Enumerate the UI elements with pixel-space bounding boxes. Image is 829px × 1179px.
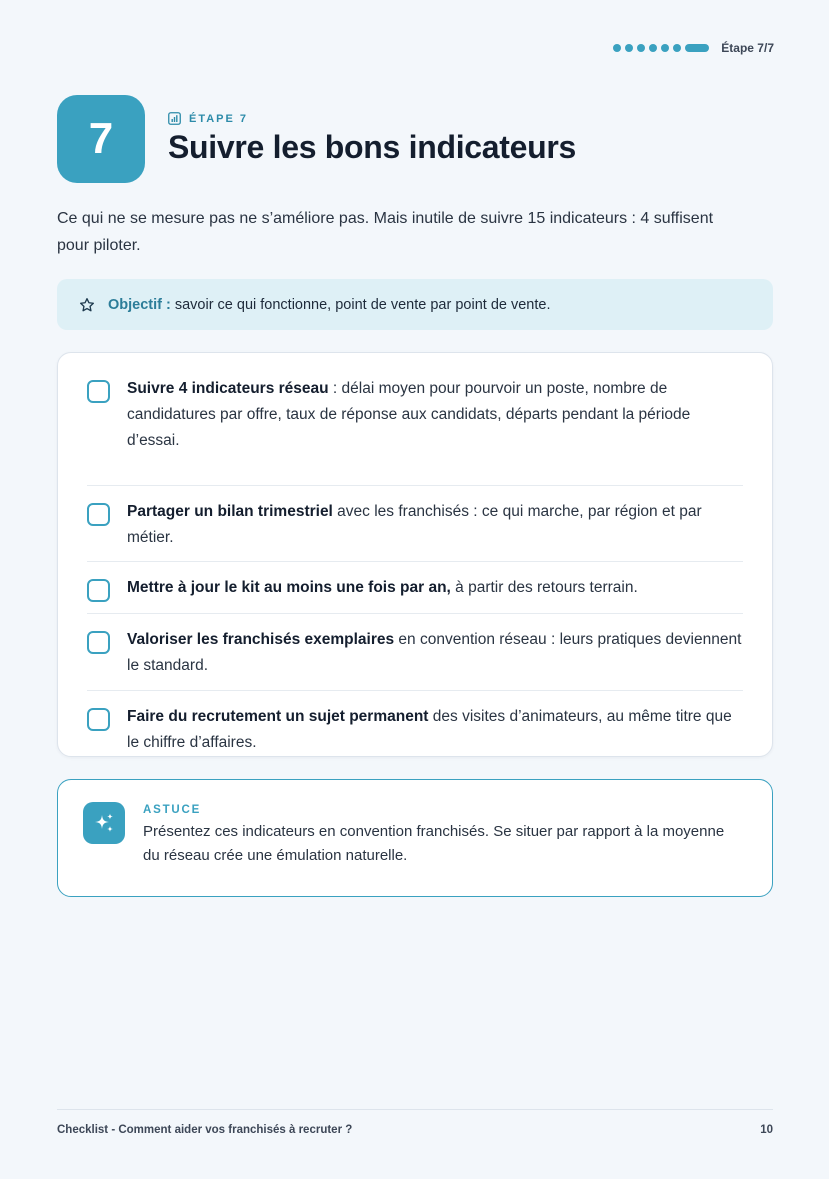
checklist-item-text [127, 376, 743, 454]
checklist-item-text [127, 499, 743, 551]
checklist-item [87, 691, 743, 767]
progress-dot [673, 44, 681, 52]
intro-paragraph: Ce qui ne se mesure pas ne s’améliore pas. Mais inutile de suivre 15 indicateurs : 4 suffisent pour piloter. [57, 210, 714, 254]
progress-dot [637, 44, 645, 52]
progress-dot [649, 44, 657, 52]
checkbox[interactable] [87, 380, 110, 403]
page-title: Suivre les bons indicateurs [168, 129, 577, 165]
checklist-item-text [127, 704, 743, 756]
checklist-item-bold: Faire du recrutement un sujet permanent [127, 708, 429, 725]
checkbox[interactable] [87, 708, 110, 731]
page-footer [57, 1109, 773, 1136]
checklist [57, 352, 773, 757]
progress-dot [613, 44, 621, 52]
checklist-item-rest: à partir des retours terrain. [450, 579, 638, 596]
checklist-item-bold: Partager un bilan trimestriel [127, 503, 333, 520]
checklist-item-bold: Mettre à jour le kit au moins une fois par an, [127, 579, 451, 596]
star-icon [79, 297, 95, 313]
objective-label: Objectif : [108, 296, 171, 313]
checklist-item-bold: Suivre 4 indicateurs réseau [127, 380, 329, 397]
progress-dot-current [685, 44, 709, 52]
checklist-item-rest: : délai moyen pour pourvoir un poste, nombre de candidatures par offre, taux de réponse aux candidats, départs pendant la période d’essai. [127, 380, 691, 449]
bar-chart-icon [168, 112, 181, 125]
checklist-item-bold: Valoriser les franchisés exemplaires [127, 631, 395, 648]
step-eyebrow [168, 112, 576, 125]
sparkles-icon [83, 802, 125, 844]
progress-dot [625, 44, 633, 52]
progress-dot [661, 44, 669, 52]
progress-dots [613, 44, 709, 52]
footer-title: Checklist - Comment aider vos franchisés à recruter ? [57, 1124, 353, 1136]
tip-label: ASTUCE [143, 804, 202, 816]
checklist-item-rest: en convention réseau : leurs pratiques deviennent le standard. [127, 631, 742, 674]
checklist-item-rest: avec les franchisés : ce qui marche, par région et par métier. [127, 503, 702, 546]
checklist-item [87, 562, 743, 614]
checklist-item-rest: des visites d’animateurs, au même titre que le chiffre d’affaires. [127, 708, 732, 751]
page-number: 10 [760, 1124, 773, 1136]
objective-text: savoir ce qui fonctionne, point de vente par point de vente. [174, 296, 551, 313]
step-number-badge: 7 [57, 95, 145, 183]
step-progress [613, 41, 774, 55]
checklist-item-text [127, 627, 743, 679]
step-eyebrow-label: ÉTAPE 7 [189, 112, 249, 125]
tip-text: Présentez ces indicateurs en convention franchisés. Se situer par rapport à la moyenne du réseau crée une émulation naturelle. [143, 823, 725, 864]
tip-callout [57, 779, 773, 897]
checklist-item-text [127, 575, 638, 601]
checklist-item [87, 373, 743, 486]
progress-label: Étape 7/7 [721, 41, 774, 55]
checkbox[interactable] [87, 631, 110, 654]
step-header-text [168, 112, 576, 166]
tip-body [143, 802, 743, 868]
checklist-item [87, 486, 743, 562]
checkbox[interactable] [87, 579, 110, 602]
checkbox[interactable] [87, 503, 110, 526]
step-header [57, 95, 576, 183]
checklist-item [87, 614, 743, 691]
objective-callout [57, 279, 773, 330]
